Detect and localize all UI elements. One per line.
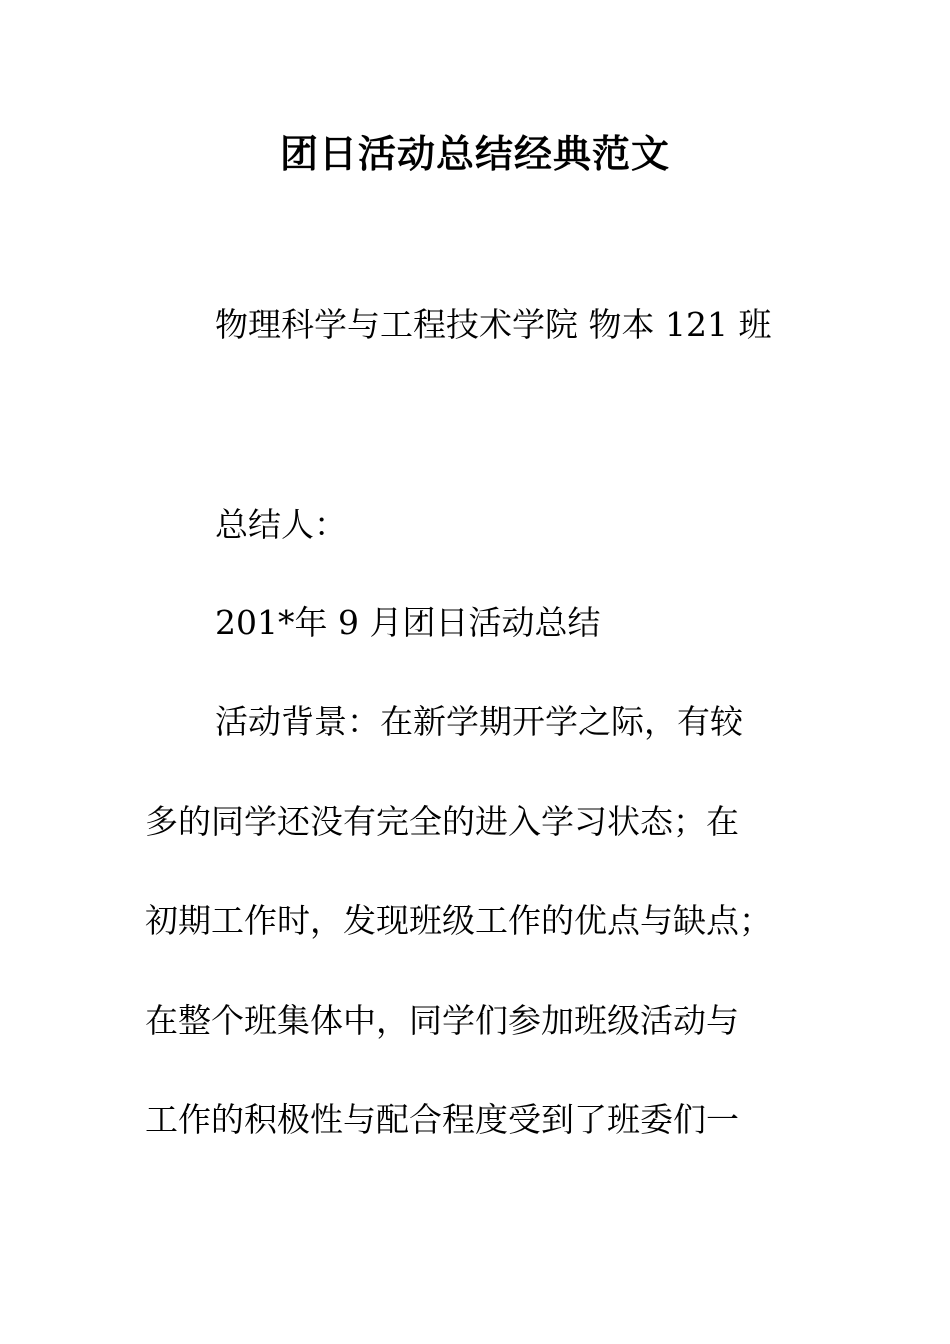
body-line: 活动背景：在新学期开学之际，有较 [215,702,743,741]
body-line: 工作的积极性与配合程度受到了班委们一 [145,1100,739,1139]
document-title: 团日活动总结经典范文 [279,131,670,176]
affiliation-line: 物理科学与工程技术学院 物本 121 班 [215,305,772,344]
body-line: 在整个班集体中，同学们参加班级活动与 [145,1001,739,1040]
section-heading: 201*年 9 月团日活动总结 [215,603,601,642]
body-line: 多的同学还没有完全的进入学习状态；在 [145,802,739,841]
author-label: 总结人： [215,505,347,544]
body-line: 初期工作时，发现班级工作的优点与缺点； [145,901,772,940]
